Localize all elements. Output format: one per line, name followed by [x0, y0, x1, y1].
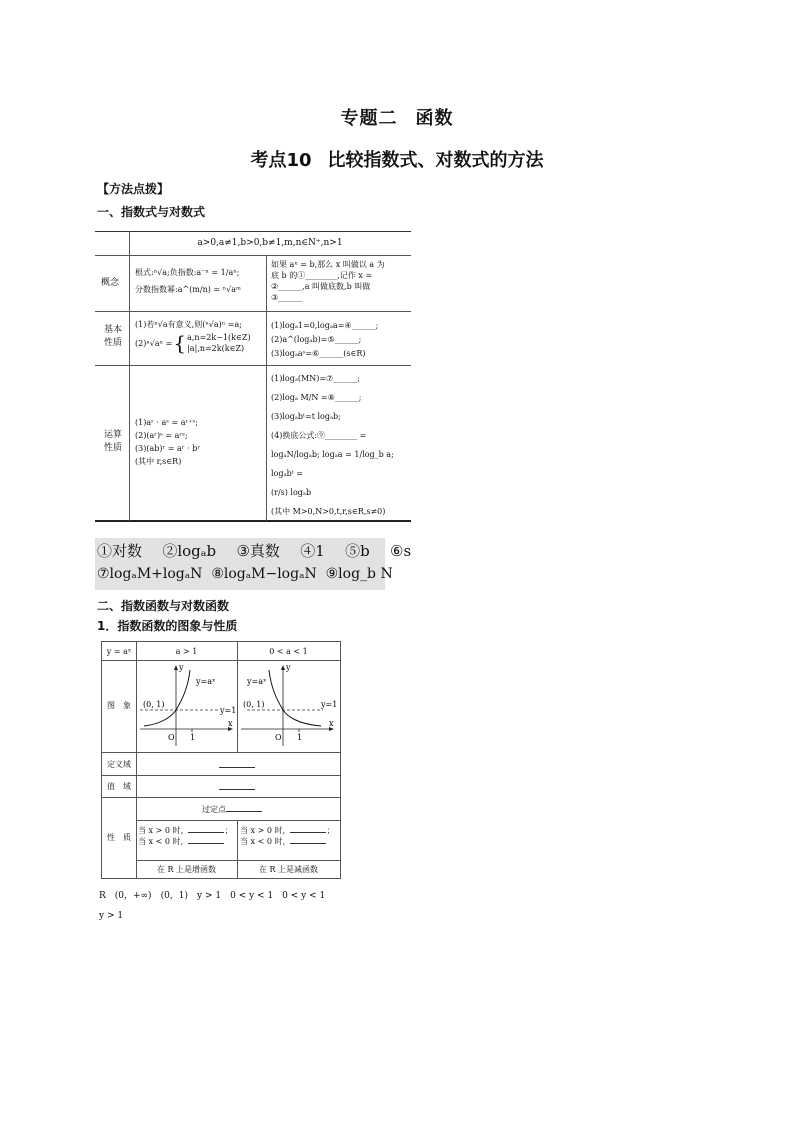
row-label-props: 性 质	[107, 833, 131, 842]
exp-log-table	[95, 231, 411, 523]
left-props: 当 x > 0 时， ； 当 x < 0 时，	[138, 826, 233, 846]
subsection-heading: 1．指数函数的图象与性质	[97, 619, 238, 633]
graph-left-one: 1	[190, 733, 196, 742]
row-label-graph: 图 象	[107, 701, 131, 710]
answers2-line-2: y > 1	[99, 911, 124, 921]
graph-left-y-label: y	[179, 663, 184, 672]
graph-left-x-label: x	[228, 719, 233, 728]
row-label-ops: 运算 性质	[103, 430, 122, 453]
answer-box-1	[95, 538, 412, 590]
point-title: 考点10 比较指数式、对数式的方法	[250, 150, 544, 171]
row-label-range: 值 域	[107, 782, 131, 791]
topic-title: 专题二 函数	[340, 108, 454, 129]
graph-right-x-label: x	[329, 719, 334, 728]
row-label-basic: 基本 性质	[103, 325, 122, 348]
left-monotonic: 在 R 上是增函数	[156, 865, 217, 874]
domain-blank	[219, 767, 255, 768]
col-head-a-gt-1: a > 1	[175, 647, 198, 656]
right-props: 当 x > 0 时， ； 当 x < 0 时，	[240, 826, 335, 846]
exp-function-table	[101, 641, 341, 879]
graph-left-origin: O	[168, 733, 175, 742]
fixed-point: 过定点	[202, 804, 262, 815]
concept-right: 如果 aˣ = b,那么 x 叫做以 a 为 底 b 的①________,记作 x = ②______,a 叫做底数,b 叫做 ③______	[271, 260, 385, 302]
graph-right-one: 1	[297, 733, 303, 742]
basic-left: (1)若ⁿ√a有意义,则(ⁿ√a)ⁿ =a; (2)ⁿ√aⁿ = { a,n=2k−1(k∈Z) |a|,n=2k(k∈Z)	[135, 320, 251, 355]
ops-left: (1)aʳ · aˢ = aʳ⁺ˢ; (2)(aʳ)ˢ = aʳˢ; (3)(ab)ʳ = aʳ · bʳ (其中 r,s∈R)	[135, 418, 201, 466]
row-label-domain: 定义域	[107, 760, 131, 769]
row-label-concept: 概念	[101, 278, 120, 288]
ops-right: (1)logₐ(MN)=⑦______; (2)logₐ M/N =⑧______; (3)logₐbᵗ=t logₐb; (4)换底公式:⑨________ = logₐN/logₐb; logₐa = 1/log_b a; logₐbᵗ = (r/s) logₐb (其中 M>0,N>0,t,r,s∈R,s≠0)	[271, 374, 394, 516]
section2-heading: 二、指数函数与对数函数	[97, 599, 230, 613]
answers-line-1: ①对数 ②logₐb ③真数 ④1 ⑤b ⑥s	[97, 542, 412, 560]
graph-left-point: (0, 1)	[143, 700, 165, 709]
basic-right: (1)logₐ1=0,logₐa=④______; (2)a^(logₐb)=⑤______; (3)logₐaˢ=⑥______(s∈R)	[271, 321, 379, 358]
answers2-line-1: R (0，+∞) (0，1) y > 1 0 < y < 1 0 < y < 1	[99, 891, 326, 901]
answers-line-2: ⑦logₐM+logₐN ⑧logₐM−logₐN ⑨log_b N	[97, 566, 393, 582]
graph-right-y-label: y	[286, 663, 291, 672]
right-monotonic: 在 R 上是减函数	[258, 865, 319, 874]
concept-left: 根式:ⁿ√a;负指数:a⁻ⁿ = 1/aⁿ; 分数指数幂:a^(m/n) = ⁿ√aᵐ	[135, 268, 241, 294]
range-blank	[219, 789, 255, 790]
section1-heading: 一、指数式与对数式	[97, 205, 206, 219]
col-head-a-lt-1: 0 < a < 1	[269, 647, 308, 656]
graph-right-hline-label: y=1	[321, 700, 338, 709]
graph-left-curve-label: y=aˣ	[196, 677, 216, 686]
method-heading: 【方法点拨】	[97, 182, 170, 196]
table-condition: a>0,a≠1,b>0,b≠1,m,n∈N⁺,n>1	[197, 238, 343, 248]
graph-increasing	[138, 662, 236, 751]
graph-right-point: (0, 1)	[243, 700, 265, 709]
graph-right-curve-label: y=aˣ	[247, 677, 267, 686]
graph-right-origin: O	[275, 733, 282, 742]
col-head-function: y = aˣ	[106, 647, 132, 656]
graph-left-hline-label: y=1	[220, 706, 236, 715]
graph-decreasing	[239, 662, 339, 751]
